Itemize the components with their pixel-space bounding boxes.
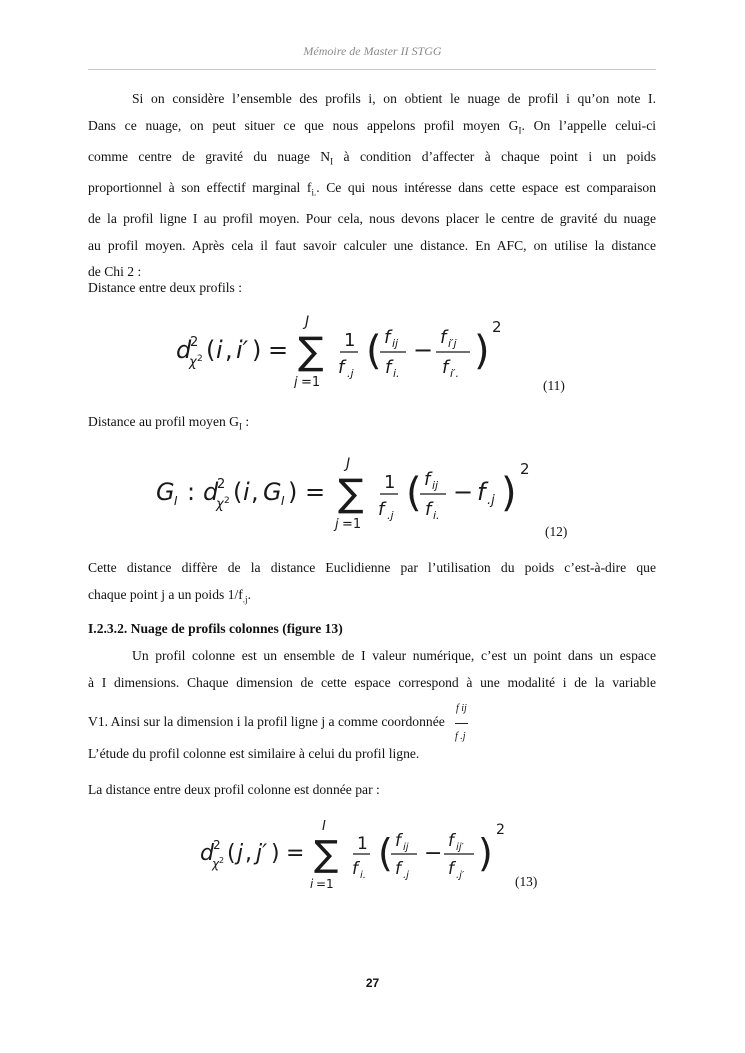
svg-text:ij: ij bbox=[432, 479, 439, 492]
svg-text:=1: =1 bbox=[342, 517, 362, 532]
page-number: 27 bbox=[365, 976, 380, 990]
svg-text:ij: ij bbox=[392, 337, 399, 350]
svg-text:f: f bbox=[384, 327, 391, 348]
equation-number-12: (12) bbox=[545, 524, 568, 539]
svg-text:2: 2 bbox=[217, 477, 226, 492]
svg-text:(: ( bbox=[206, 336, 216, 364]
svg-text:2: 2 bbox=[492, 318, 502, 336]
svg-text:): ) bbox=[271, 841, 280, 866]
text-line: chaque point j a un poids $1/f_{.j}$. bbox=[88, 586, 251, 605]
svg-text:J: J bbox=[346, 456, 351, 472]
svg-text:i.: i. bbox=[433, 509, 440, 522]
svg-text:f: f bbox=[442, 357, 449, 378]
svg-text:i.: i. bbox=[360, 870, 366, 881]
svg-text:f: f bbox=[448, 859, 454, 879]
svg-text:ij: ij bbox=[403, 842, 409, 853]
svg-text:1: 1 bbox=[357, 834, 368, 854]
text-line: Cette distance diffère de la distance Euclidienne par l’utilisation du poids c’est-à-dire que bbox=[88, 560, 656, 575]
svg-text:=: = bbox=[305, 478, 326, 506]
svg-text:f: f bbox=[424, 469, 431, 490]
svg-text:f: f bbox=[448, 831, 454, 851]
svg-text:d: d bbox=[203, 478, 219, 506]
paragraph-profils-colonnes bbox=[88, 643, 656, 750]
svg-text:.j: .j bbox=[487, 493, 495, 508]
equation-11 bbox=[170, 308, 530, 388]
paragraph-profils-lignes bbox=[88, 86, 656, 286]
text-line: proportionnel à son effectif marginal $f_{i.}$. Ce qui nous intéresse dans cette espace est comparaison bbox=[88, 179, 656, 198]
svg-text:): ) bbox=[474, 328, 490, 374]
text-line: de la profil ligne I au profil moyen. Pour cela, nous devons placer le centre de gravité du nuage bbox=[88, 211, 656, 227]
svg-text:): ) bbox=[478, 831, 493, 875]
svg-text:=1: =1 bbox=[316, 877, 334, 891]
equation-number-13: (13) bbox=[515, 874, 538, 889]
svg-text:d: d bbox=[200, 841, 214, 866]
svg-text:f: f bbox=[352, 859, 358, 879]
svg-text:G: G bbox=[263, 478, 282, 506]
svg-text:f: f bbox=[425, 499, 432, 520]
svg-text:i: i bbox=[243, 478, 250, 506]
svg-text:): ) bbox=[501, 470, 517, 516]
svg-text:=: = bbox=[268, 336, 289, 364]
svg-text:2: 2 bbox=[197, 354, 203, 364]
label-distance-deux-profils: Distance entre deux profils : bbox=[88, 280, 243, 295]
svg-text:(: ( bbox=[233, 478, 243, 506]
svg-text:,: , bbox=[225, 336, 233, 364]
running-header: Mémoire de Master II STGG bbox=[303, 44, 442, 58]
svg-text:2: 2 bbox=[496, 822, 505, 838]
svg-text:.j: .j bbox=[387, 509, 394, 522]
svg-text:2: 2 bbox=[219, 856, 225, 865]
svg-text:=: = bbox=[286, 841, 305, 866]
svg-text:∑: ∑ bbox=[338, 471, 364, 515]
svg-text:.j: .j bbox=[347, 367, 354, 380]
paragraph-distance-euclidienne bbox=[88, 555, 656, 613]
text-line: Un profil colonne est un ensemble de I valeur numérique, c’est un point dans un espace bbox=[132, 648, 656, 663]
svg-text:i′: i′ bbox=[236, 336, 249, 364]
svg-text::: : bbox=[187, 478, 196, 506]
header-rule bbox=[88, 69, 656, 70]
equation-12 bbox=[150, 448, 550, 532]
svg-text:j′: j′ bbox=[256, 841, 268, 866]
svg-text:2: 2 bbox=[190, 335, 199, 350]
svg-text:2: 2 bbox=[520, 460, 530, 478]
svg-text:j: j bbox=[294, 375, 298, 388]
svg-text:i: i bbox=[216, 336, 223, 364]
svg-text:f: f bbox=[378, 499, 385, 520]
svg-text:d: d bbox=[176, 336, 192, 364]
svg-text:i′.: i′. bbox=[450, 367, 460, 380]
svg-text:f: f bbox=[395, 831, 401, 851]
svg-text:f: f bbox=[477, 478, 486, 506]
text-line: comme centre de gravité du nuage $N_I$ à condition d’affecter à chaque point i un poids bbox=[88, 148, 656, 167]
svg-text:I: I bbox=[281, 494, 285, 508]
svg-text:ij′: ij′ bbox=[456, 842, 464, 853]
svg-text:,: , bbox=[245, 841, 252, 866]
paragraph-etude-profil-colonne: L’étude du profil colonne est similaire à celui du profil ligne. bbox=[88, 746, 420, 761]
svg-text:i′j: i′j bbox=[448, 337, 457, 350]
svg-text:(: ( bbox=[406, 470, 422, 516]
svg-text:G: G bbox=[156, 478, 175, 506]
svg-text:χ: χ bbox=[212, 857, 220, 871]
svg-text:χ: χ bbox=[216, 497, 224, 512]
text-line: Si on considère l’ensemble des profils i, on obtient le nuage de profil i qu’on note I. bbox=[132, 91, 656, 106]
svg-text:−: − bbox=[453, 478, 474, 506]
svg-text:i.: i. bbox=[393, 367, 400, 380]
label-distance-profil-moyen: Distance au profil moyen $G_I$ : bbox=[88, 414, 250, 432]
svg-text:): ) bbox=[252, 336, 262, 364]
svg-text:j: j bbox=[335, 517, 339, 532]
svg-text:∑: ∑ bbox=[298, 329, 324, 373]
svg-text:1: 1 bbox=[344, 330, 356, 351]
svg-text:2: 2 bbox=[224, 496, 230, 506]
text-line: à I dimensions. Chaque dimension de cette espace correspond à une modalité i de la variable bbox=[88, 674, 656, 690]
svg-text:(: ( bbox=[366, 328, 382, 374]
text-line: de Chi 2 : bbox=[88, 264, 142, 280]
svg-text:=1: =1 bbox=[301, 375, 321, 388]
svg-text:−: − bbox=[413, 336, 434, 364]
svg-text:.j′: .j′ bbox=[456, 870, 465, 881]
svg-text:f: f bbox=[440, 327, 447, 348]
svg-text:): ) bbox=[288, 478, 298, 506]
label-distance-profil-colonne: La distance entre deux profil colonne est donnée par : bbox=[88, 782, 380, 797]
svg-text:.j: .j bbox=[403, 870, 409, 881]
svg-text:i: i bbox=[310, 877, 314, 891]
svg-text:I: I bbox=[322, 819, 326, 834]
section-heading: I.2.3.2. Nuage de profils colonnes (figure 13) bbox=[88, 621, 343, 636]
svg-text:,: , bbox=[251, 478, 259, 506]
svg-text:∑: ∑ bbox=[314, 834, 339, 875]
coordinate-fraction: $\frac{\text{f ij}}{f .j}$ bbox=[455, 696, 468, 750]
svg-text:f: f bbox=[395, 859, 401, 879]
text-line: V1. Ainsi sur la dimension i la profil ligne j a comme coordonnée $\frac{\text{f ij}}{f .j}$ bbox=[88, 696, 656, 750]
svg-text:χ: χ bbox=[189, 355, 197, 370]
equation-13 bbox=[194, 812, 514, 892]
svg-text:J: J bbox=[305, 314, 310, 330]
svg-text:(: ( bbox=[378, 831, 393, 875]
svg-text:(: ( bbox=[227, 841, 236, 866]
equation-number-11: (11) bbox=[543, 378, 565, 393]
svg-text:j: j bbox=[237, 841, 244, 866]
svg-text:f: f bbox=[338, 357, 345, 378]
svg-text:1: 1 bbox=[384, 472, 396, 493]
text-line: au profil moyen. Après cela il faut savoir calculer une distance. En AFC, on utilise la distance bbox=[88, 237, 656, 253]
svg-text:I: I bbox=[174, 494, 178, 508]
svg-text:f: f bbox=[385, 357, 392, 378]
text-line: Dans ce nuage, on peut situer ce que nous appelons profil moyen $G_I$. On l’appelle celui-ci bbox=[88, 117, 656, 136]
svg-text:2: 2 bbox=[213, 838, 221, 852]
svg-text:−: − bbox=[424, 841, 443, 866]
